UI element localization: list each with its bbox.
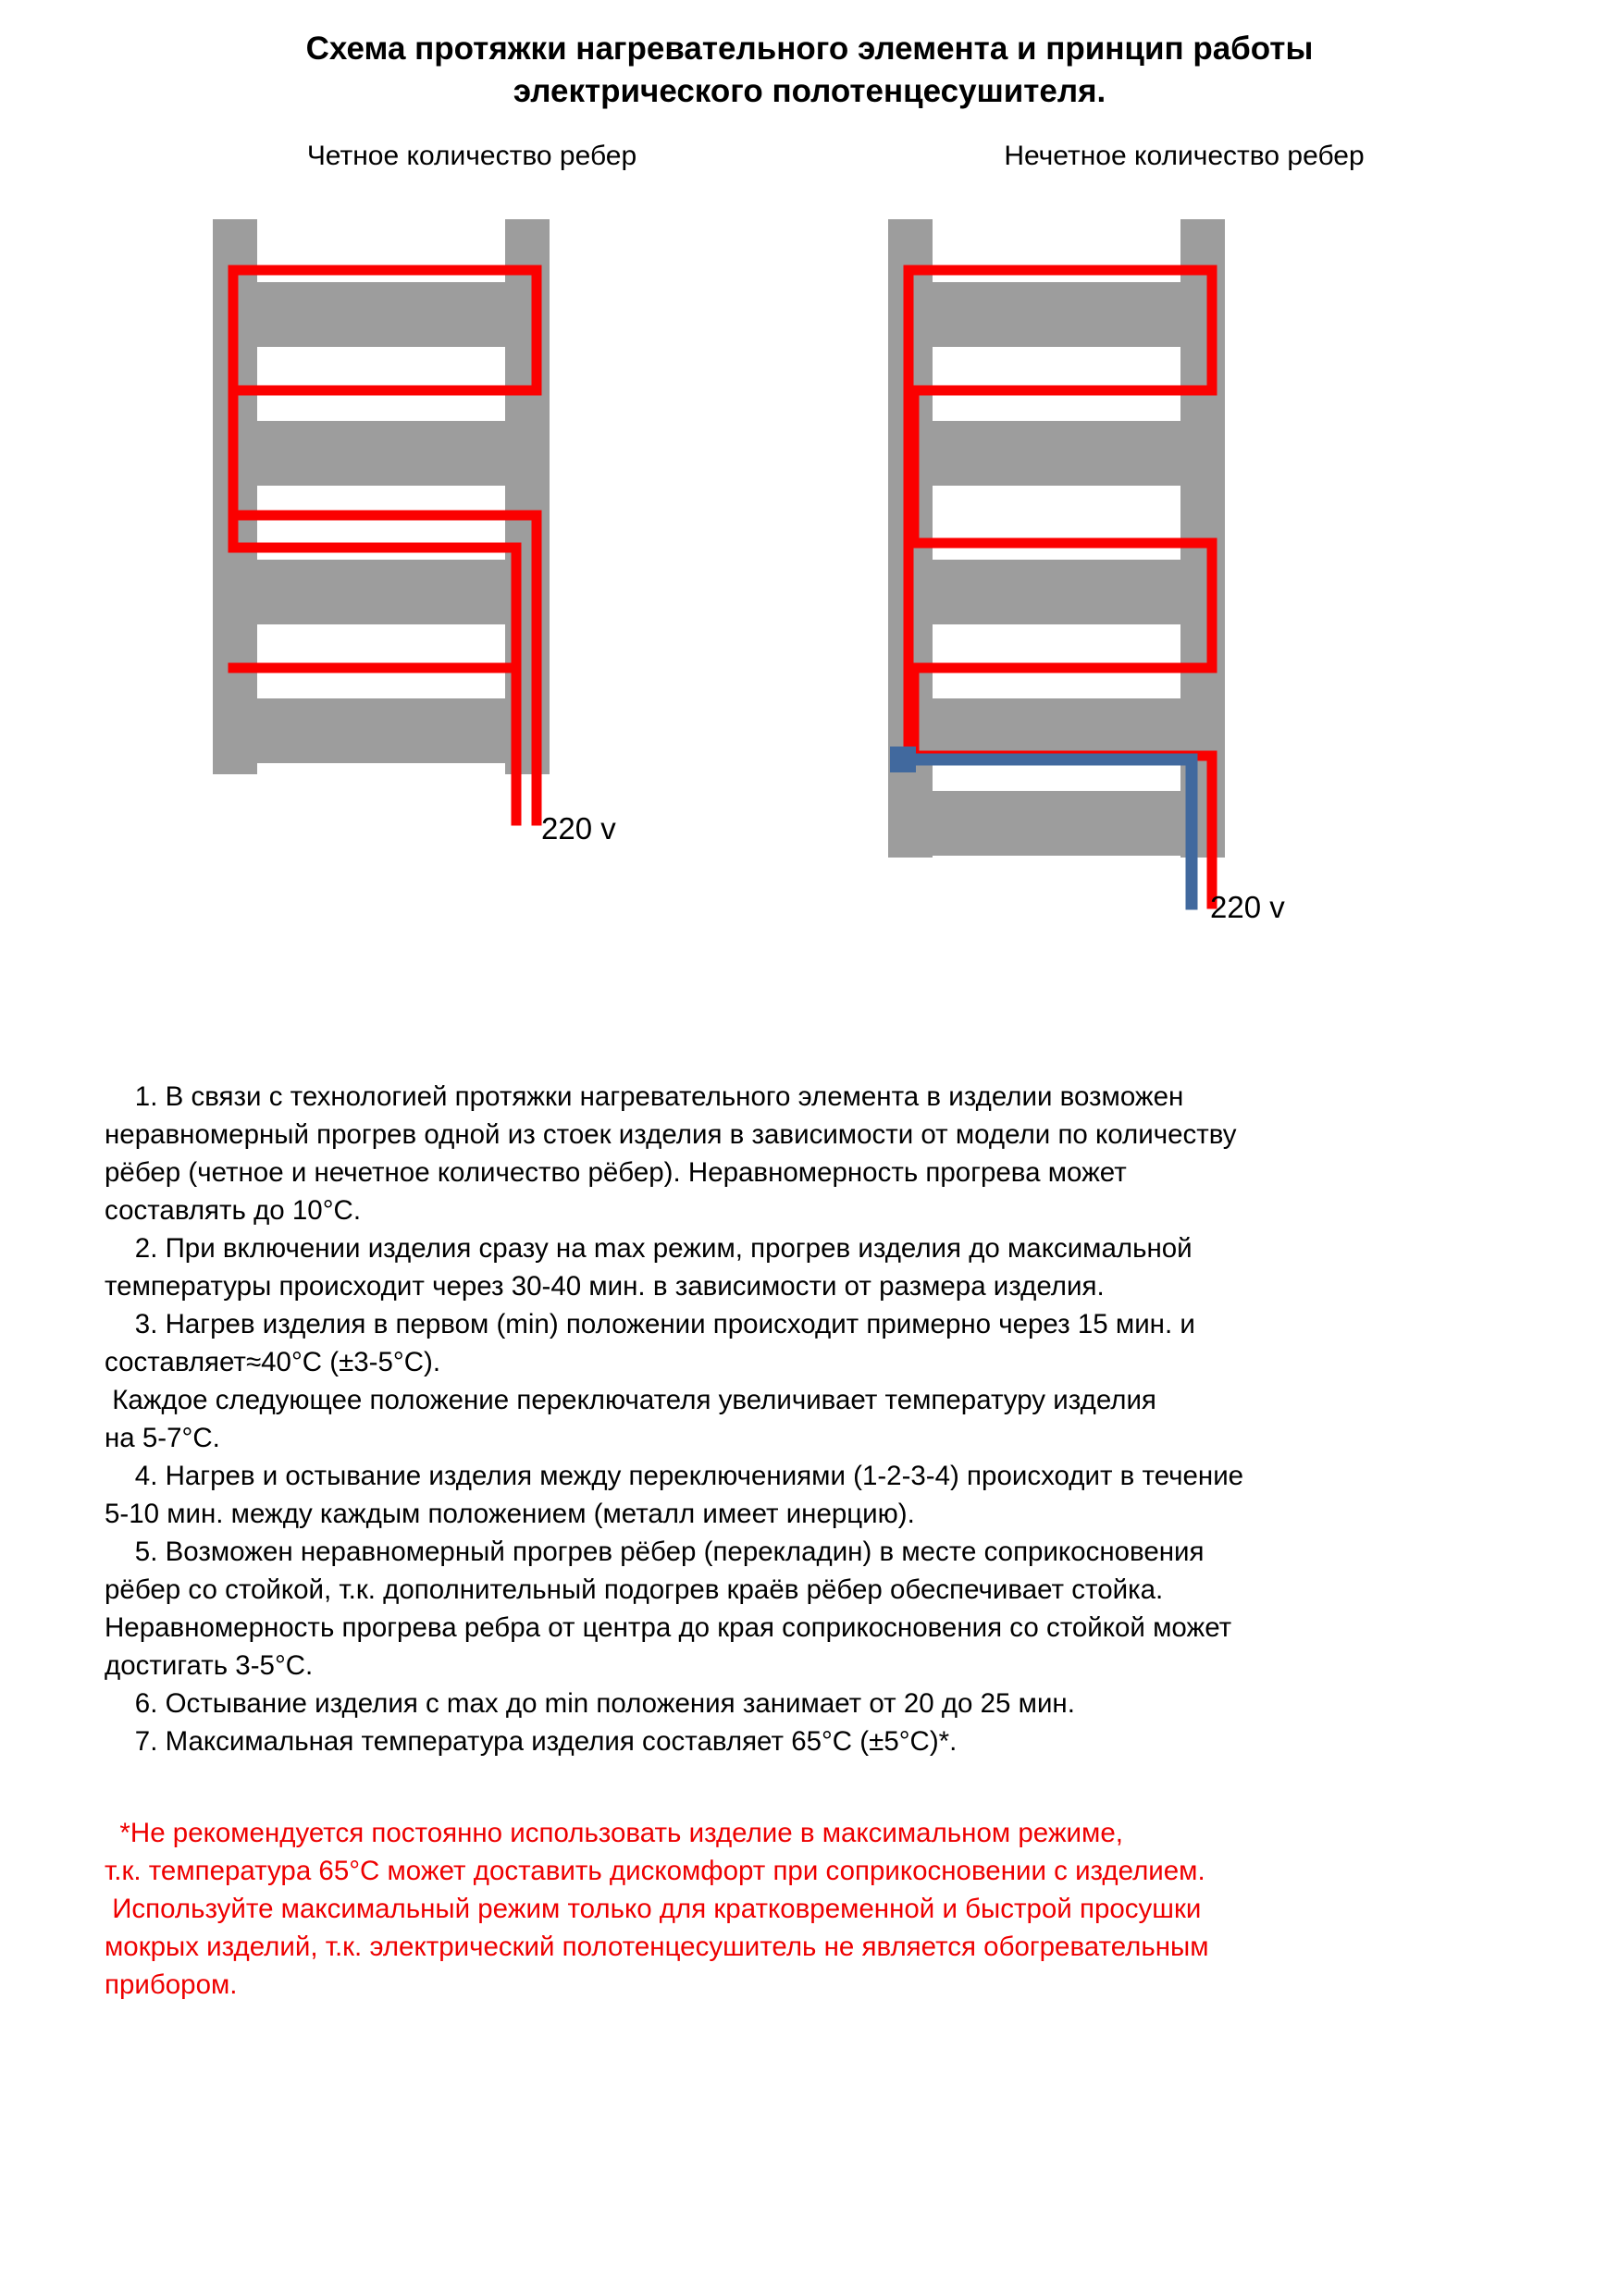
notes-warning-spacer — [105, 1760, 1548, 1814]
note-line: 6. Остывание изделия с max до min положения занимает от 20 до 25 мин. — [105, 1688, 1075, 1719]
page-title — [0, 0, 1619, 112]
diagram-even-subtitle: Четное количество ребер — [306, 141, 637, 171]
note-line: составляет≈40°C (±3-5°C). — [105, 1347, 441, 1377]
odd-ladder-svg — [833, 173, 1536, 913]
diagram-odd-ribs — [833, 140, 1536, 924]
odd-voltage-label: 220 v — [1210, 890, 1285, 924]
note-line: Неравномерность прогрева ребра от центра до края соприкосновения со стойкой может — [105, 1612, 1232, 1643]
warning-line: мокрых изделий, т.к. электрический полотенцесушитель не является обогревательным — [105, 1932, 1209, 1962]
note-line: 7. Максимальная температура изделия составляет 65°C (±5°C)*. — [105, 1726, 958, 1757]
warning-line: Используйте максимальный режим только для кратковременной и быстрой просушки — [105, 1894, 1202, 1924]
page-title-line-2: электрического полотенцесушителя. — [513, 72, 1106, 109]
odd-wire-junction — [890, 747, 916, 772]
note-line: температуры происходит через 30-40 мин. в зависимости от размера изделия. — [105, 1271, 1105, 1302]
note-line: 3. Нагрев изделия в первом (min) положении происходит примерно через 15 мин. и — [105, 1309, 1195, 1339]
diagram-even-ribs — [120, 140, 823, 876]
note-line: 1. В связи с технологией протяжки нагревательного элемента в изделии возможен — [105, 1081, 1184, 1112]
diagram-section — [0, 140, 1619, 1028]
diagram-odd-subtitle: Нечетное количество ребер — [1004, 141, 1365, 171]
page-title-line-1: Схема протяжки нагревательного элемента и принцип работы — [305, 31, 1314, 67]
note-line: на 5-7°C. — [105, 1423, 220, 1453]
odd-ladder-wrap — [833, 173, 1536, 924]
note-line: 5-10 мин. между каждым положением (металл имеет инерцию). — [105, 1499, 915, 1529]
even-voltage-label: 220 v — [541, 811, 616, 846]
note-line: составлять до 10°C. — [105, 1195, 362, 1226]
note-line: 2. При включении изделия сразу на max режим, прогрев изделия до максимальной — [105, 1233, 1193, 1264]
note-line: достигать 3-5°C. — [105, 1650, 314, 1681]
note-line: неравномерный прогрев одной из стоек изделия в зависимости от модели по количеству — [105, 1119, 1237, 1150]
note-line: 4. Нагрев и остывание изделия между переключениями (1-2-3-4) происходит в течение — [105, 1461, 1244, 1491]
even-ladder-svg — [120, 173, 823, 876]
note-line: Каждое следующее положение переключателя увеличивает температуру изделия — [105, 1385, 1156, 1415]
warning-line: т.к. температура 65°C может доставить дискомфорт при соприкосновении с изделием. — [105, 1856, 1205, 1886]
notes-section — [105, 1078, 1548, 2004]
warning-line: *Не рекомендуется постоянно использовать изделие в максимальном режиме, — [105, 1818, 1123, 1848]
warning-line: прибором. — [105, 1969, 238, 2000]
even-ladder-wrap — [120, 173, 823, 876]
note-line: 5. Возможен неравномерный прогрев рёбер (перекладин) в месте соприкосновения — [105, 1537, 1205, 1567]
note-line: рёбер (четное и нечетное количество рёбер). Неравномерность прогрева может — [105, 1157, 1127, 1188]
even-ladder-body — [213, 219, 550, 774]
note-line: рёбер со стойкой, т.к. дополнительный подогрев краёв рёбер обеспечивает стойка. — [105, 1574, 1164, 1605]
